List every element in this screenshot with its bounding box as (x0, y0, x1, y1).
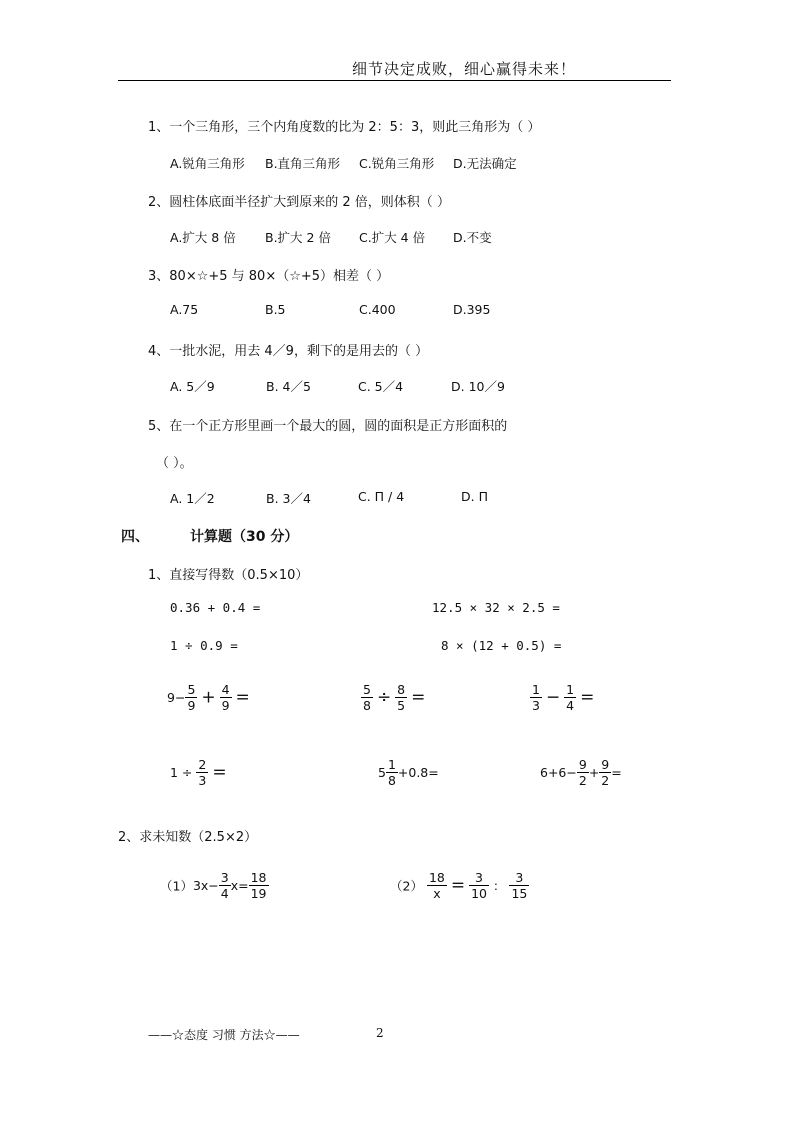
denominator: 3 (532, 698, 540, 713)
calc-row2-right: 8 × (12 + 0.5) = (441, 638, 562, 653)
question-3-option-b: B.5 (265, 302, 286, 317)
calc-row4-b (378, 757, 439, 788)
equals-sign: = (411, 687, 426, 708)
expr-lead: 3x− (192, 878, 219, 893)
numerator: 5 (187, 682, 196, 697)
section-title: 计算题（30 分） (190, 529, 299, 545)
equation-label: （2） (390, 878, 423, 894)
operator: + (201, 687, 216, 708)
fraction (469, 870, 489, 901)
denominator: 2 (578, 773, 587, 788)
numerator: 8 (397, 682, 406, 697)
question-2-option-c: C.扩大 4 倍 (359, 230, 426, 245)
numerator: 3 (509, 870, 529, 886)
calc-row1-right: 12.5 × 32 × 2.5 = (432, 600, 560, 615)
denominator: 3 (198, 773, 207, 788)
question-5-stem: 5、在一个正方形里画一个最大的圆，圆的面积是正方形面积的 (148, 419, 508, 434)
question-5-option-a: A. 1／2 (170, 491, 215, 506)
fraction (185, 682, 197, 713)
question-1-option-a: A.锐角三角形 (170, 156, 245, 171)
fraction (361, 682, 373, 713)
question-3-option-c: C.400 (359, 302, 396, 317)
denominator: x (433, 886, 441, 901)
question-2-option-b: B.扩大 2 倍 (265, 230, 331, 245)
question-4-option-c: C. 5／4 (358, 379, 404, 394)
numerator: 9 (601, 757, 610, 772)
expr-tail: +0.8= (397, 765, 439, 780)
operator: − (545, 687, 561, 708)
fraction (196, 757, 208, 788)
equals-sign: = (450, 875, 466, 896)
fraction (577, 757, 589, 788)
equals-sign: = (611, 765, 622, 780)
expr-mid: x= (230, 878, 249, 893)
part-1-title: 1、直接写得数（0.5×10） (148, 568, 309, 583)
numerator: 18 (250, 870, 267, 885)
question-5-option-d: D. Π (461, 489, 488, 504)
calc-row3-c (530, 682, 594, 713)
fraction (249, 870, 269, 901)
equals-sign: = (580, 687, 595, 708)
fraction (564, 682, 576, 713)
denominator: 4 (220, 886, 229, 901)
question-2-option-d: D.不变 (453, 230, 492, 245)
calc-row4-a (170, 757, 227, 788)
denominator: 8 (363, 698, 371, 713)
equals-sign: = (235, 687, 250, 708)
question-5-option-c: C. Π / 4 (358, 489, 405, 504)
numerator: 1 (387, 757, 396, 772)
denominator: 8 (387, 773, 396, 788)
question-1-stem: 1、一个三角形，三个内角度数的比为 2：5：3，则此三角形为（ ） (148, 120, 541, 135)
question-4-stem: 4、一批水泥，用去 4／9，剩下的是用去的（ ） (148, 344, 429, 359)
operator: + (588, 765, 600, 780)
question-1-option-d: D.无法确定 (453, 156, 517, 171)
denominator: 10 (471, 886, 487, 901)
calc-row1-left: 0.36 + 0.4 = (170, 600, 261, 615)
ratio-colon: ： (492, 878, 506, 894)
question-4-option-d: D. 10／9 (451, 379, 505, 394)
question-4-option-a: A. 5／9 (170, 379, 215, 394)
equation-1 (160, 870, 269, 901)
equation-2 (390, 870, 529, 901)
question-3-stem: 3、80×☆+5 与 80×（☆+5）相差（ ） (148, 269, 390, 284)
question-2-stem: 2、圆柱体底面半径扩大到原来的 2 倍，则体积（ ） (148, 195, 450, 210)
calc-row2-left: 1 ÷ 0.9 = (170, 638, 238, 653)
question-2-option-a: A.扩大 8 倍 (170, 230, 236, 245)
fraction (530, 682, 542, 713)
fraction (220, 682, 232, 713)
numerator: 4 (221, 682, 230, 697)
numerator: 18 (428, 870, 445, 885)
footer-slogan: ——☆态度 习惯 方法☆—— (148, 1028, 300, 1042)
question-4-option-b: B. 4／5 (266, 379, 311, 394)
equation-label: （1） (160, 878, 193, 894)
fraction (386, 757, 398, 788)
fraction (219, 870, 231, 901)
expr-lead: 9− (167, 690, 186, 705)
page-number: 2 (376, 1026, 384, 1040)
numerator: 2 (198, 757, 207, 772)
operator: ÷ (376, 687, 392, 708)
fraction (509, 870, 529, 901)
expr-lead: 1 ÷ (170, 765, 193, 780)
calc-row4-c (540, 757, 622, 788)
numerator: 3 (220, 870, 229, 885)
question-5-option-b: B. 3／4 (266, 491, 311, 506)
numerator: 3 (469, 870, 489, 886)
question-3-option-d: D.395 (453, 302, 491, 317)
numerator: 1 (566, 682, 575, 697)
denominator: 9 (187, 698, 196, 713)
denominator: 5 (397, 698, 406, 713)
calc-row3-b (361, 682, 425, 713)
part-2-title: 2、求未知数（2.5×2） (118, 830, 258, 845)
denominator: 4 (566, 698, 575, 713)
denominator: 15 (511, 886, 528, 901)
numerator: 1 (532, 682, 540, 697)
section-number: 四、 (121, 529, 149, 545)
question-5-stem-continued: （ ）。 (156, 456, 193, 471)
numerator: 5 (363, 682, 371, 697)
question-1-option-b: B.直角三角形 (265, 156, 341, 171)
fraction (427, 870, 447, 901)
denominator: 19 (250, 886, 267, 901)
denominator: 9 (221, 698, 230, 713)
question-1-option-c: C.锐角三角形 (359, 156, 435, 171)
fraction (599, 757, 611, 788)
question-3-option-a: A.75 (170, 302, 199, 317)
fraction (395, 682, 407, 713)
calc-row3-a (167, 682, 250, 713)
header-motto: 细节决定成败，细心赢得未来！ (352, 60, 577, 78)
expr-lead: 6+6− (540, 765, 577, 780)
equals-sign: = (212, 762, 227, 783)
denominator: 2 (601, 773, 610, 788)
numerator: 9 (578, 757, 587, 772)
header-divider (118, 80, 671, 81)
mixed-whole: 5 (378, 765, 386, 780)
